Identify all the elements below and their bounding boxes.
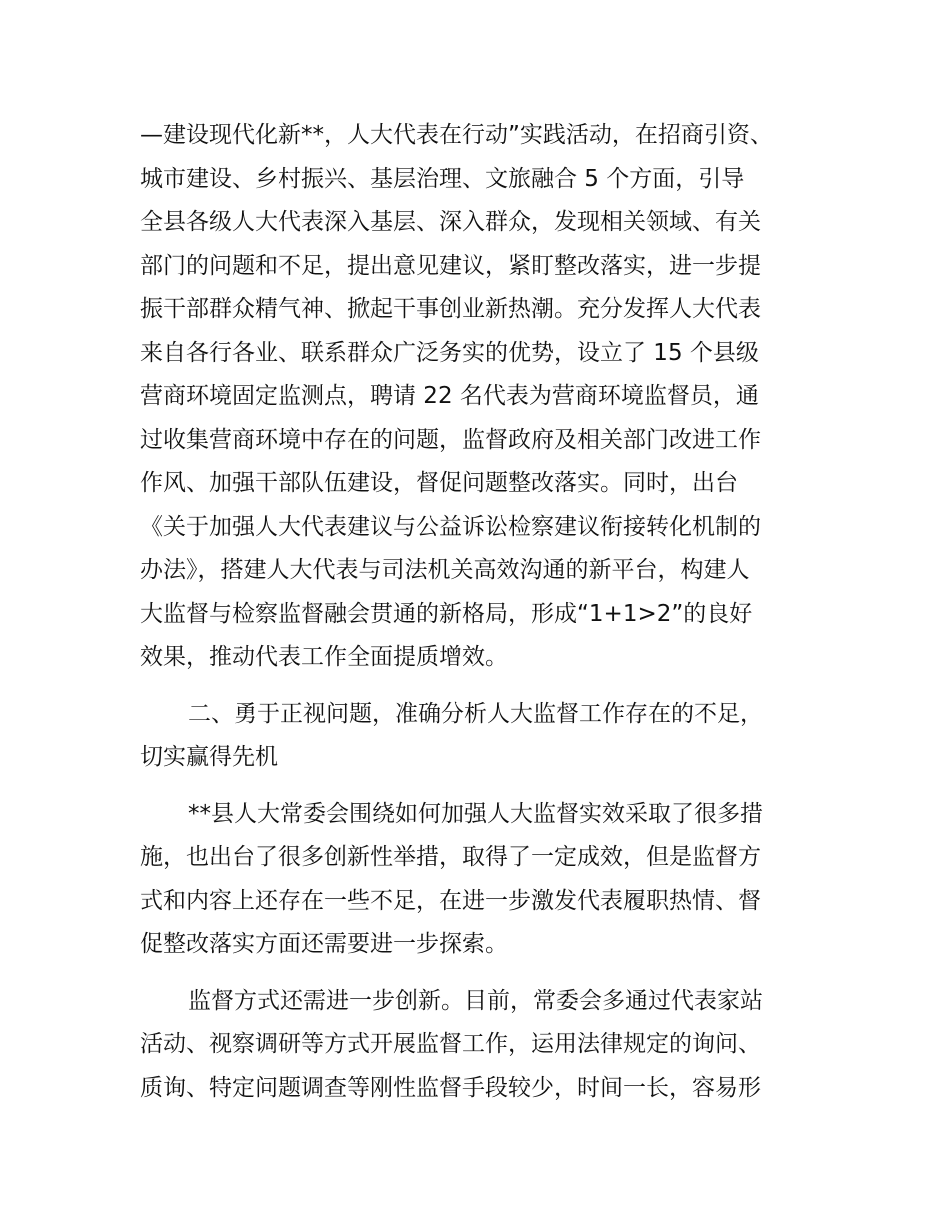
text-line: 营商环境固定监测点，聘请 22 名代表为营商环境监督员，通 xyxy=(140,383,759,409)
section-heading-2 xyxy=(140,693,830,780)
paragraph-measures-summary xyxy=(140,793,830,967)
text-line: 式和内容上还存在一些不足，在进一步激发代表履职热情、督 xyxy=(140,887,761,914)
text-line: 振干部群众精气神、掀起干事创业新热潮。充分发挥人大代表 xyxy=(140,296,761,322)
paragraph-spacer xyxy=(140,780,830,793)
text-line: 促整改落实方面还需要进一步探索。 xyxy=(140,931,508,957)
text-line: 《关于加强人大代表建议与公益诉讼检察建议衔接转化机制的 xyxy=(140,513,761,540)
document-body xyxy=(140,114,830,1110)
text-line: 施，也出台了很多创新性举措，取得了一定成效，但是监督方 xyxy=(140,844,761,870)
text-line: 来自各行各业、联系群众广泛务实的优势，设立了 15 个县级 xyxy=(140,339,759,366)
paragraph-spacer xyxy=(140,680,830,693)
text-line: 城市建设、乡村振兴、基层治理、文旅融合 5 个方面，引导 xyxy=(140,165,745,192)
text-line: 大监督与检察监督融会贯通的新格局，形成“1+1>2”的良好 xyxy=(140,600,753,627)
text-line: 效果，推动代表工作全面提质增效。 xyxy=(140,644,508,670)
text-line: 过收集营商环境中存在的问题，监督政府及相关部门改进工作 xyxy=(140,426,761,453)
text-line: 全县各级人大代表深入基层、深入群众，发现相关领域、有关 xyxy=(140,209,761,235)
text-line: 办法》，搭建人大代表与司法机关高效沟通的新平台，构建人 xyxy=(140,557,750,583)
text-line: 二、勇于正视问题，准确分析人大监督工作存在的不足， xyxy=(188,700,763,727)
paragraph-practice-activities xyxy=(140,114,830,680)
text-line: 监督方式还需进一步创新。目前，常委会多通过代表家站 xyxy=(188,987,763,1014)
text-line: 切实赢得先机 xyxy=(140,744,278,770)
text-line: 活动、视察调研等方式开展监督工作，运用法律规定的询问、 xyxy=(140,1031,761,1057)
paragraph-supervision-methods xyxy=(140,980,830,1111)
text-line: 作风、加强干部队伍建设，督促问题整改落实。同时，出台 xyxy=(140,470,738,496)
text-line: 质询、特定问题调查等刚性监督手段较少，时间一长，容易形 xyxy=(140,1074,761,1101)
text-line: —建设现代化新**，人大代表在行动”实践活动，在招商引资、 xyxy=(140,122,773,148)
paragraph-spacer xyxy=(140,967,830,980)
text-line: **县人大常委会围绕如何加强人大监督实效采取了很多措 xyxy=(188,800,763,827)
text-line: 部门的问题和不足，提出意见建议，紧盯整改落实，进一步提 xyxy=(140,252,761,279)
